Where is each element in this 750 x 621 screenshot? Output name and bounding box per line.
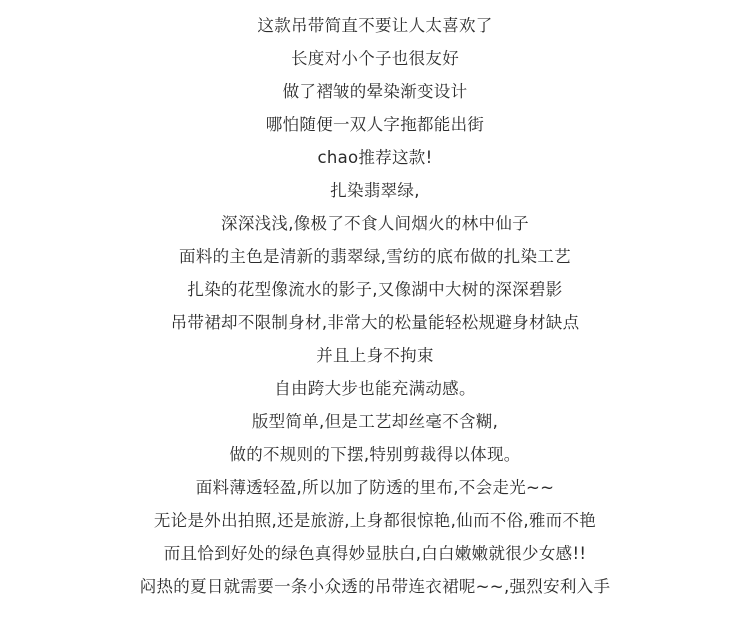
description-line-1: 这款吊带简直不要让人太喜欢了	[257, 16, 493, 35]
description-line-8: 面料的主色是清新的翡翠绿,雪纺的底布做的扎染工艺	[179, 247, 571, 266]
description-line-2: 长度对小个子也很友好	[291, 49, 459, 68]
description-lines	[0, 9, 750, 603]
description-line-14: 做的不规则的下摆,特别剪裁得以体现。	[229, 445, 521, 464]
description-line-6: 扎染翡翠绿,	[330, 181, 420, 200]
description-line-4: 哪怕随便一双人字拖都能出街	[265, 115, 485, 134]
description-line-13: 版型简单,但是工艺却丝毫不含糊,	[251, 412, 499, 431]
description-line-16: 无论是外出拍照,还是旅游,上身都很惊艳,仙而不俗,雅而不艳	[153, 511, 597, 530]
description-line-15: 面料薄透轻盈,所以加了防透的里布,不会走光~~	[195, 478, 555, 497]
description-line-10: 吊带裙却不限制身材,非常大的松量能轻松规避身材缺点	[170, 313, 580, 332]
description-line-7: 深深浅浅,像极了不食人间烟火的林中仙子	[221, 214, 529, 233]
description-line-17: 而且恰到好处的绿色真得妙显肤白,白白嫩嫩就很少女感!!	[163, 544, 587, 563]
description-line-18: 闷热的夏日就需要一条小众透的吊带连衣裙呢~~,强烈安利入手	[139, 577, 611, 596]
description-line-9: 扎染的花型像流水的影子,又像湖中大树的深深碧影	[187, 280, 563, 299]
description-line-5: chao推荐这款!	[317, 148, 433, 167]
description-line-12: 自由跨大步也能充满动感。	[274, 379, 476, 398]
description-line-11: 并且上身不拘束	[316, 346, 434, 365]
description-line-3: 做了褶皱的晕染渐变设计	[282, 82, 468, 101]
